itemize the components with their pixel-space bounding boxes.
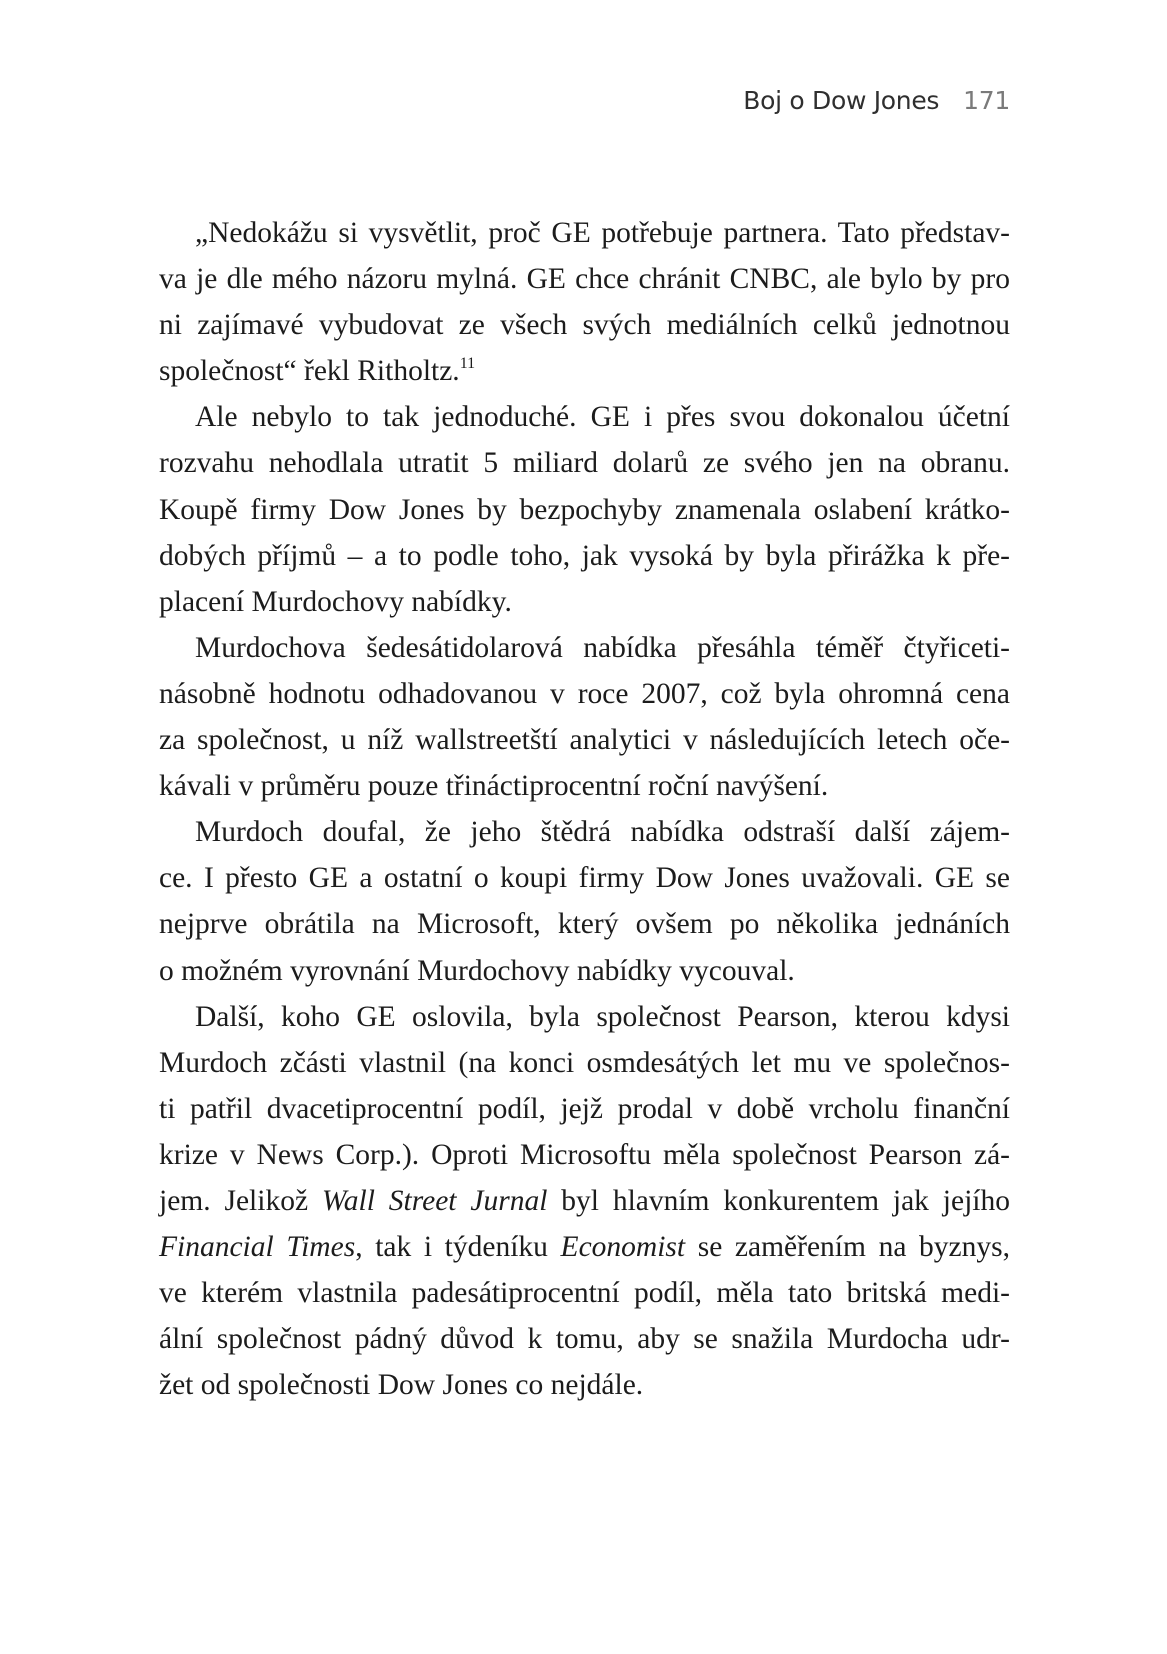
text-segment: Ale nebylo to tak jednoduché. GE i přes svou dokonalou účetní [195,401,1010,434]
paragraph [159,210,1010,394]
text-segment: jem. Jelikož [159,1184,322,1217]
text-segment: „Nedokážu si vysvětlit, proč GE potřebuje partnera. Tato představ- [195,217,1010,249]
text-segment: placení Murdochovy nabídky. [159,585,512,618]
text-line [159,394,1010,440]
text-line [159,671,1010,717]
text-line [159,717,1010,763]
paragraph [159,809,1010,993]
italic-title: Economist [560,1231,686,1264]
paragraph [159,625,1010,809]
text-line [159,625,1010,671]
paragraph [159,994,1010,1409]
text-line [159,533,1010,579]
text-segment: žet od společnosti Dow Jones co nejdále. [159,1369,644,1402]
text-segment: Murdoch doufal, že jeho štědrá nabídka odstraší další zájem- [195,816,1010,849]
chapter-title: Boj o Dow Jones [743,86,940,115]
text-line [159,487,1010,533]
text-segment: Murdoch zčásti vlastnil (na konci osmdesátých let mu ve společnos- [159,1046,1010,1079]
text-segment: ni zajímavé vybudovat ze všech svých mediálních celků jednotnou [159,309,1010,342]
text-line [159,1086,1010,1132]
text-segment: dobých příjmů – a to podle toho, jak vysoká by byla přirážka k pře- [159,539,1010,572]
text-line [159,809,1010,855]
text-segment: ve kterém vlastnila padesátiprocentní podíl, měla tato britská medi- [159,1277,1010,1310]
text-segment: , tak i týdeníku [355,1231,561,1264]
text-segment: ti patřil dvacetiprocentní podíl, jejž prodal v době vrcholu finanční [159,1092,1010,1125]
text-line [159,763,1010,809]
text-segment: va je dle mého názoru mylná. GE chce chránit CNBC, ale bylo by pro [159,263,1010,296]
text-segment: o možném vyrovnání Murdochovy nabídky vycouval. [159,954,795,987]
text-line [159,1224,1010,1270]
text-line [159,855,1010,901]
text-line [159,579,1010,625]
text-segment: Murdochova šedesátidolarová nabídka přesáhla téměř čtyřiceti- [195,631,1010,664]
text-segment: ální společnost pádný důvod k tomu, aby se snažila Murdocha udr- [159,1323,1010,1356]
text-line [159,1316,1010,1362]
text-segment: nejprve obrátila na Microsoft, který ovšem po několika jednáních [159,908,1010,941]
text-segment: se zaměřením na byznys, [685,1231,1010,1264]
text-line [159,901,1010,947]
text-line [159,302,1010,348]
text-line [159,440,1010,486]
footnote-marker: 11 [459,355,476,373]
body-text [159,210,1010,1408]
text-line [159,1132,1010,1178]
text-line [159,1270,1010,1316]
text-segment: za společnost, u níž wallstreetští analytici v následujících letech oče- [159,724,1010,757]
text-line [159,1178,1010,1224]
text-segment: Koupě firmy Dow Jones by bezpochyby znamenala oslabení krátko- [159,493,1010,526]
text-segment: kávali v průměru pouze třináctiprocentní roční navýšení. [159,770,829,803]
text-segment: společnost“ řekl Ritholtz. [159,355,460,388]
text-segment: krize v News Corp.). Oproti Microsoftu měla společnost Pearson zá- [159,1138,1010,1171]
text-line [159,1362,1010,1408]
text-line [159,948,1010,994]
running-header [743,86,1010,115]
text-line [159,348,1010,394]
text-segment: byl hlavním konkurentem jak jejího [547,1184,1010,1217]
text-line [159,1040,1010,1086]
page-number: 171 [963,86,1010,115]
text-line [159,256,1010,302]
text-line [159,210,1010,256]
text-segment: ce. I přesto GE a ostatní o koupi firmy Dow Jones uvažovali. GE se [159,862,1010,895]
text-line [159,994,1010,1040]
text-segment: násobně hodnotu odhadovanou v roce 2007, což byla ohromná cena [159,677,1010,710]
text-segment: rozvahu nehodlala utratit 5 miliard dolarů ze svého jen na obranu. [159,447,1010,480]
paragraph [159,394,1010,624]
italic-title: Wall Street Jurnal [321,1184,548,1217]
text-segment: Další, koho GE oslovila, byla společnost Pearson, kterou kdysi [195,1000,1010,1033]
italic-title: Financial Times [159,1231,356,1264]
